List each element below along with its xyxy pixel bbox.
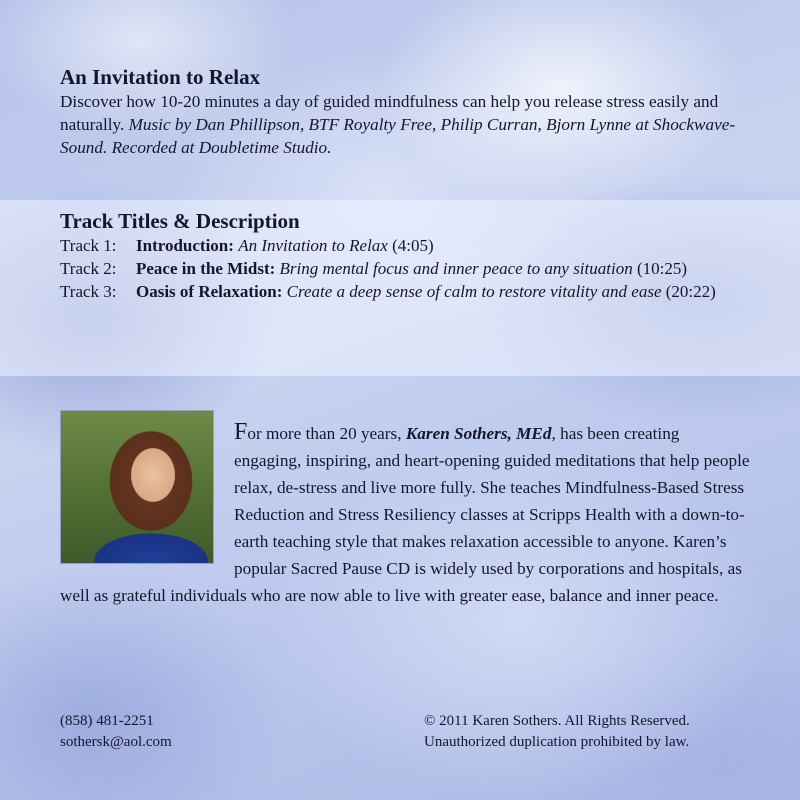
tracks-title: Track Titles & Description — [60, 209, 300, 233]
intro-description: Discover how 10-20 minutes a day of guided mindfulness can help you release stress easily and naturally. — [60, 92, 719, 134]
track-description: Bring mental focus and inner peace to any situation — [279, 259, 633, 278]
author-name: Karen Sothers, MEd — [405, 424, 552, 443]
intro-credits: Music by Dan Phillipson, BTF Royalty Free, Philip Curran, Bjorn Lynne at Shockwave-Sound. Recorded at Doubletime Studio. — [60, 115, 736, 157]
tracks-section — [60, 208, 740, 303]
track-item-3 — [60, 280, 740, 303]
track-name: Introduction: — [136, 236, 234, 255]
copyright-line-2: Unauthorized duplication prohibited by law. — [424, 734, 690, 750]
track-number: Track 1: — [60, 236, 117, 255]
copyright-line-1: © 2011 Karen Sothers. All Rights Reserved. — [424, 713, 690, 729]
bio-text: , has been creating engaging, inspiring, and heart-opening guided meditations that help people relax, de-stress and live more fully. She teaches Mindfulness-Based Stress Reduction and Stress Resiliency classes at Scripps Health with a down-to-earth teaching style that makes relaxation accessible to anyone. Karen’s popular Sacred Pause CD is widely used by corporations and hospitals, as well as grateful individuals who are now able to live with greater ease, balance and inner peace. — [60, 424, 750, 605]
track-description: Create a deep sense of calm to restore vitality and ease — [286, 282, 662, 301]
track-item-2 — [60, 257, 740, 280]
intro-title: An Invitation to Relax — [60, 65, 261, 89]
author-bio — [60, 420, 750, 609]
intro-text — [60, 90, 740, 159]
track-number: Track 3: — [60, 282, 117, 301]
intro-section — [60, 64, 740, 159]
contact-info — [60, 711, 172, 753]
track-duration: (4:05) — [392, 236, 434, 255]
track-name: Peace in the Midst: — [136, 259, 276, 278]
track-duration: (10:25) — [636, 259, 688, 278]
contact-phone[interactable]: (858) 481-2251 — [60, 713, 154, 729]
copyright-notice — [424, 711, 690, 753]
track-description: An Invitation to Relax — [238, 236, 388, 255]
track-name: Oasis of Relaxation: — [136, 282, 283, 301]
photo-spacer — [60, 420, 234, 575]
bio-dropcap: F — [234, 419, 248, 445]
track-number: Track 2: — [60, 259, 117, 278]
bio-lead: or more than 20 years, — [247, 424, 402, 443]
track-duration: (20:22) — [665, 282, 716, 301]
contact-email[interactable]: sothersk@aol.com — [60, 734, 172, 750]
track-item-1 — [60, 234, 740, 257]
